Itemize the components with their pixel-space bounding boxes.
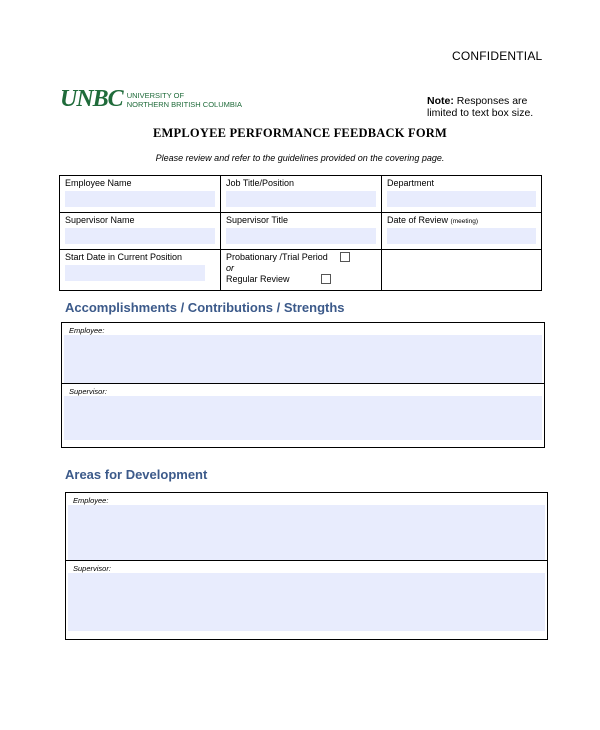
job-title-field[interactable] [226,191,376,207]
start-date-field[interactable] [65,265,205,281]
info-table [59,175,542,291]
department-field[interactable] [387,191,536,207]
accomplishments-box [61,322,545,448]
date-of-review-label [387,215,536,225]
regular-review-checkbox[interactable] [321,274,331,284]
development-supervisor-label: Supervisor: [73,564,111,573]
logo-text [127,91,242,109]
supervisor-name-field[interactable] [65,228,215,244]
note-text-2: limited to text box size. [427,107,534,119]
development-box [65,492,548,640]
job-title-label: Job Title/Position [226,178,295,188]
logo-mark: UNBC [60,86,123,112]
confidential-label: CONFIDENTIAL [452,49,543,63]
date-of-review-note: (meeting) [450,218,479,225]
date-of-review-field[interactable] [387,228,536,244]
accomplishments-employee-label: Employee: [69,326,105,335]
regular-review-row [226,274,376,284]
department-label: Department [387,178,435,188]
probationary-checkbox[interactable] [340,252,350,262]
note-label: Note: [427,95,454,107]
empty-cell [382,250,542,291]
supervisor-name-label: Supervisor Name [65,215,135,225]
development-supervisor-input[interactable] [68,573,545,631]
development-employee-label: Employee: [73,496,109,505]
development-heading: Areas for Development [65,467,208,482]
instructions: Please review and refer to the guidelines provided on the covering page. [155,153,445,163]
logo-line-2: NORTHERN BRITISH COLUMBIA [126,99,242,109]
note-text-1: Responses are [456,95,528,107]
accomplishments-supervisor-label: Supervisor: [69,387,107,396]
accomplishments-employee-input[interactable] [64,335,542,383]
supervisor-title-field[interactable] [226,228,376,244]
development-employee-input[interactable] [68,505,545,560]
start-date-label: Start Date in Current Position [65,252,183,262]
accomplishments-heading: Accomplishments / Contributions / Strengths [65,300,345,315]
accomplishments-supervisor-input[interactable] [64,396,542,440]
unbc-logo [60,86,242,113]
probationary-row [226,252,376,262]
employee-name-field[interactable] [65,191,215,207]
logo-line-1: UNIVERSITY OF [126,90,185,100]
probationary-label: Probationary /Trial Period [226,252,328,262]
supervisor-title-label: Supervisor Title [226,215,289,225]
regular-review-label: Regular Review [226,274,290,284]
date-of-review-text: Date of Review [387,215,449,225]
employee-name-label: Employee Name [65,178,132,188]
or-label: or [226,263,235,273]
note [427,95,533,119]
form-title: EMPLOYEE PERFORMANCE FEEDBACK FORM [153,126,447,140]
